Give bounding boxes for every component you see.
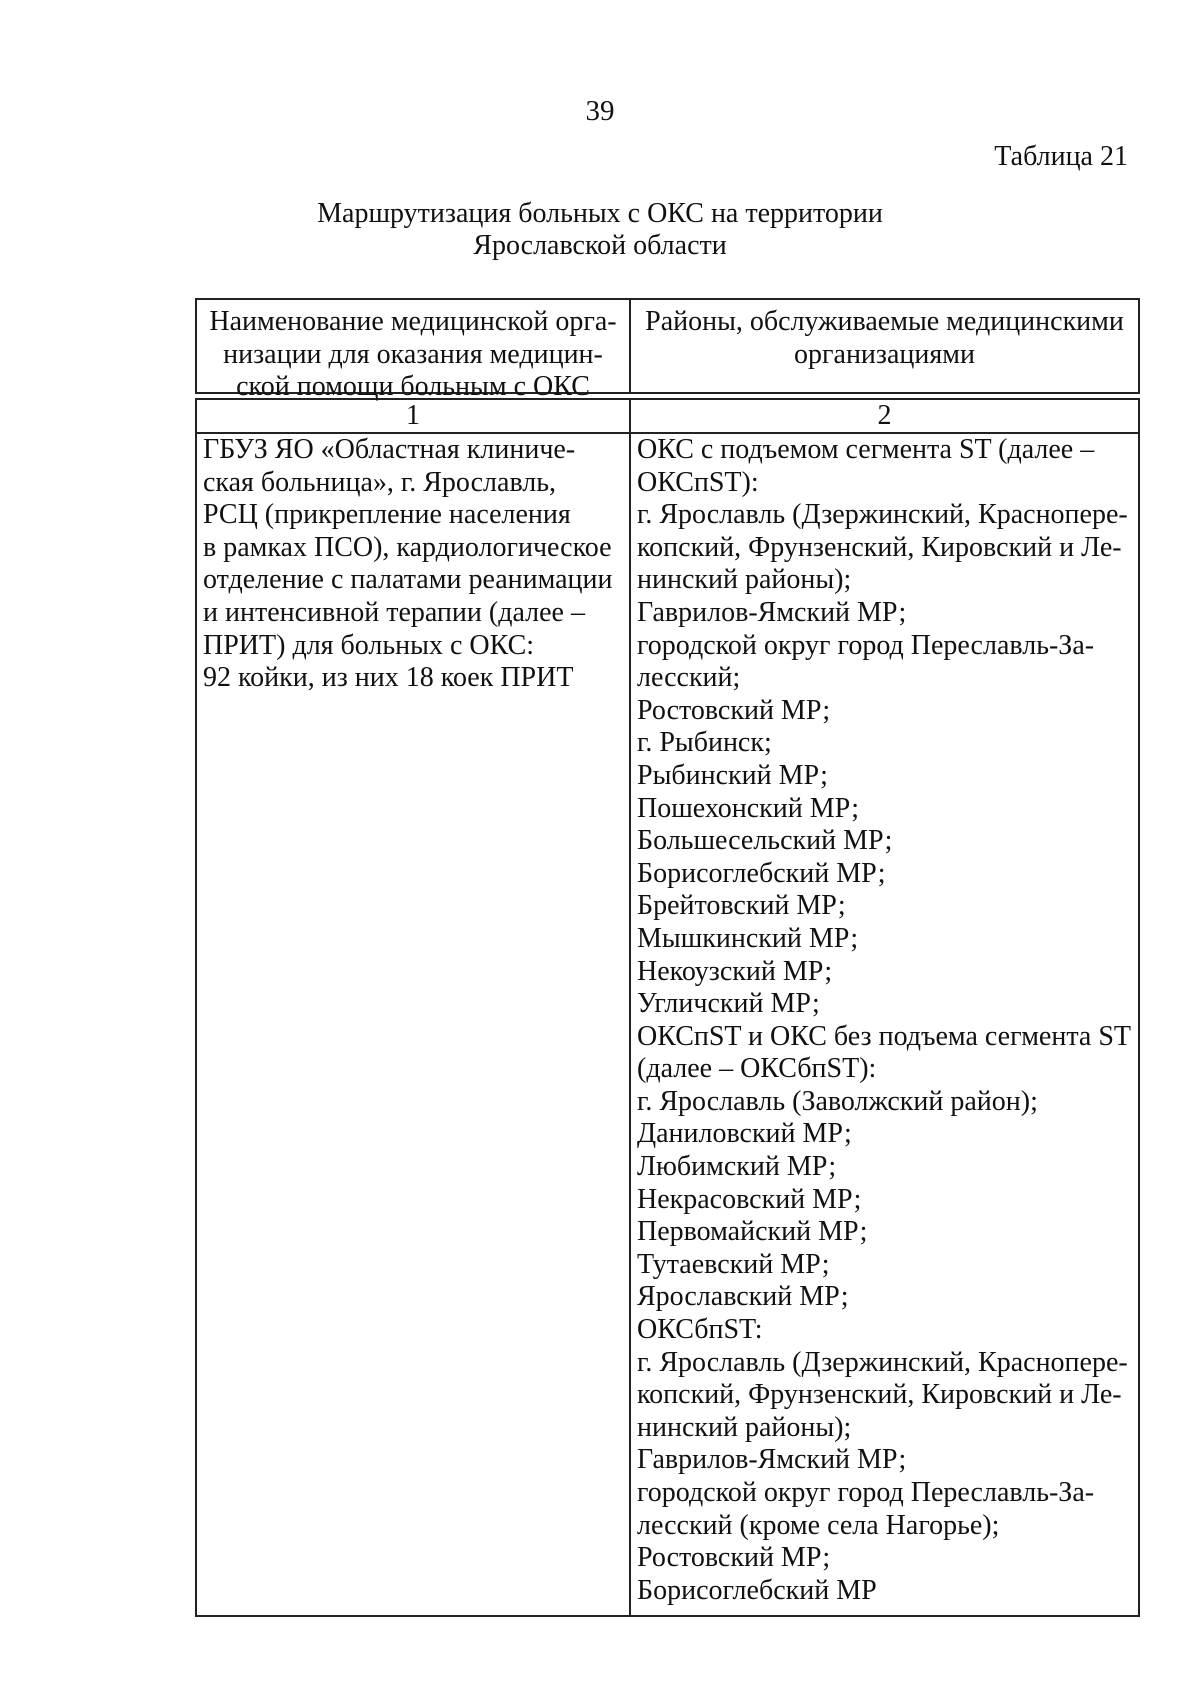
cell-line: Пошехонский МР;: [637, 792, 860, 824]
cell-line: Гаврилов-Ямский МР;: [637, 596, 907, 628]
header-line: Районы, обслуживаемые медицинскими: [645, 306, 1124, 337]
cell-line: Гаврилов-Ямский МР;: [637, 1444, 907, 1476]
cell-line: в рамках ПСО), кардиологическое: [203, 531, 612, 563]
cell-line: ская больница», г. Ярославль,: [203, 466, 557, 498]
cell-line: Ростовский МР;: [637, 694, 831, 726]
header-cell-organization: [197, 300, 631, 403]
cell-line: Некрасовский МР;: [637, 1183, 862, 1215]
cell-line: лесский (кроме села Нагорье);: [637, 1509, 1000, 1541]
cell-line: ПРИТ) для больных с ОКС:: [203, 629, 535, 661]
cell-line: РСЦ (прикрепление населения: [203, 499, 571, 531]
header-cell-districts: [631, 300, 1138, 392]
cell-line: 92 койки, из них 18 коек ПРИТ: [203, 662, 574, 694]
cell-line: Любимский МР;: [637, 1151, 837, 1183]
document-title: [0, 198, 1200, 262]
cell-line: Брейтовский МР;: [637, 890, 846, 922]
cell-line: Первомайский МР;: [637, 1216, 868, 1248]
cell-line: Рыбинский МР;: [637, 759, 828, 791]
cell-line: Мышкинский МР;: [637, 922, 859, 954]
cell-line: г. Ярославль (Дзержинский, Краснопере-: [637, 499, 1128, 531]
cell-line: Борисоглебский МР: [637, 1574, 877, 1606]
column-number-row: [195, 398, 1140, 434]
table-row: [195, 434, 1140, 1617]
cell-line: городской округ город Переславль-За-: [637, 629, 1095, 661]
routing-table: [195, 298, 1140, 1617]
header-line: Наименование медицинской орга-: [209, 306, 617, 337]
cell-line: Угличский МР;: [637, 988, 820, 1020]
districts-cell: [631, 434, 1138, 1615]
cell-line: ОКСпST и ОКС без подъема сегмента ST: [637, 1020, 1132, 1052]
cell-line: ОКСбпST:: [637, 1314, 763, 1346]
cell-line: отделение с палатами реанимации: [203, 564, 613, 596]
cell-line: лесский;: [637, 662, 741, 694]
cell-line: и интенсивной терапии (далее –: [203, 596, 585, 628]
header-line: организациями: [794, 338, 975, 370]
header-line: низации для оказания медицин-: [223, 338, 603, 370]
cell-line: г. Рыбинск;: [637, 727, 772, 759]
cell-line: Большесельский МР;: [637, 825, 893, 857]
header-line: ской помощи больным с ОКС: [236, 371, 590, 403]
title-line: Ярославской области: [473, 230, 727, 261]
cell-line: ОКСпST):: [637, 466, 759, 498]
cell-line: Даниловский МР;: [637, 1118, 852, 1150]
cell-line: Некоузский МР;: [637, 955, 833, 987]
column-number: 1: [197, 400, 631, 432]
column-number: 2: [877, 400, 892, 431]
title-line: Маршрутизация больных с ОКС на территории: [317, 198, 883, 229]
cell-line: г. Ярославль (Дзержинский, Краснопере-: [637, 1346, 1128, 1378]
table-label: Таблица 21: [994, 141, 1128, 172]
table-header-row: [195, 298, 1140, 403]
cell-line: нинский районы);: [637, 1411, 852, 1443]
cell-line: (далее – ОКСбпST):: [637, 1053, 877, 1085]
cell-line: Тутаевский МР;: [637, 1248, 830, 1280]
cell-line: нинский районы);: [637, 564, 852, 596]
cell-line: копский, Фрунзенский, Кировский и Ле-: [637, 531, 1122, 563]
cell-line: копский, Фрунзенский, Кировский и Ле-: [637, 1379, 1122, 1411]
cell-line: Ростовский МР;: [637, 1542, 831, 1574]
cell-line: г. Ярославль (Заволжский район);: [637, 1085, 1038, 1117]
cell-line: ОКС с подъемом сегмента ST (далее –: [637, 434, 1095, 465]
page-number: 39: [585, 95, 615, 127]
cell-line: ГБУЗ ЯО «Областная клиниче-: [203, 434, 576, 465]
organization-cell: [197, 434, 631, 1615]
cell-line: Ярославский МР;: [637, 1281, 849, 1313]
cell-line: Борисоглебский МР;: [637, 857, 886, 889]
cell-line: городской округ город Переславль-За-: [637, 1477, 1095, 1508]
